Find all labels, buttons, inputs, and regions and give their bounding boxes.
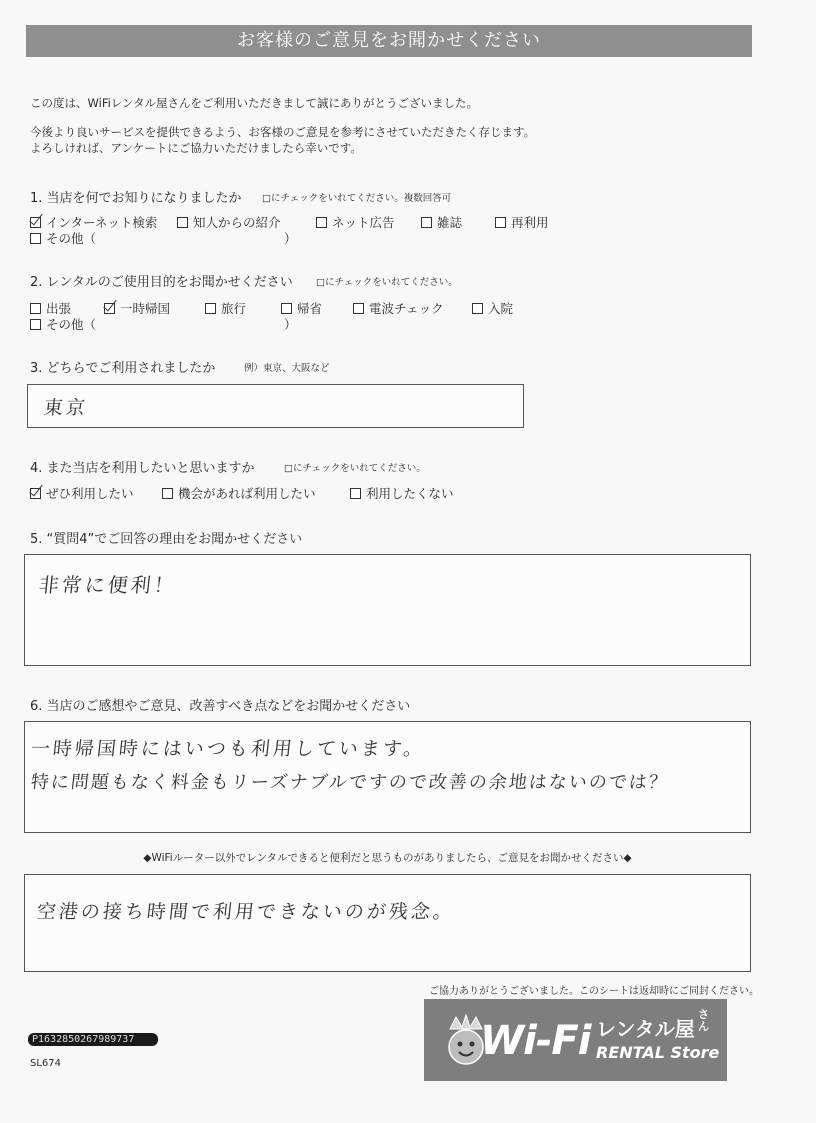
checkbox-icon[interactable]	[316, 217, 327, 228]
checkbox-icon[interactable]	[30, 233, 41, 244]
option-label: 雑誌	[437, 215, 463, 230]
checkbox-icon[interactable]	[30, 319, 41, 330]
checkbox-icon[interactable]	[177, 217, 188, 228]
q6-answer-field[interactable]	[24, 721, 751, 833]
q2-note: □にチェックをいれてください。	[316, 277, 458, 288]
option-label: 帰省	[297, 301, 323, 316]
q1-option-net-ad[interactable]	[316, 213, 395, 231]
q4-option-definitely[interactable]	[30, 484, 134, 502]
logo-jp-text: レンタル屋	[596, 1017, 695, 1041]
q4-option-no[interactable]	[350, 484, 454, 502]
checkbox-icon[interactable]	[30, 303, 41, 314]
q2-option-other[interactable]	[30, 315, 96, 333]
option-label: インターネット検索	[46, 215, 158, 230]
q7-answer-field[interactable]	[24, 874, 751, 972]
barcode-number: P1632850267989737	[28, 1033, 158, 1046]
q1-option-referral[interactable]	[177, 213, 281, 231]
q1-title: 1. 当店を何でお知りになりましたか	[30, 191, 242, 206]
q2-option-hospital[interactable]	[472, 299, 513, 317]
option-label: ぜひ利用したい	[46, 486, 134, 501]
q3-title: 3. どちらでご利用されましたか	[30, 361, 216, 376]
q3-handwritten-answer: 東京	[42, 397, 90, 419]
checkbox-icon[interactable]	[421, 217, 432, 228]
logo-wifi-text: Wi-Fi	[480, 1018, 591, 1064]
thanks-note: ご協力ありがとうございました。このシートは返却時にご同封ください。	[429, 986, 759, 997]
q4-title: 4. また当店を利用したいと思いますか	[30, 461, 255, 476]
q6-handwritten-line-2: 特に問題もなく料金もリーズナブルですので改善の余地はないのでは？	[29, 772, 670, 793]
checkbox-icon[interactable]	[472, 303, 483, 314]
checkbox-icon[interactable]	[281, 303, 292, 314]
serial-number: SL674	[30, 1058, 62, 1069]
option-label: 再利用	[511, 215, 549, 230]
option-label: 知人からの紹介	[193, 215, 281, 230]
option-label: 機会があれば利用したい	[178, 486, 316, 501]
logo-san-text: さん	[698, 1008, 709, 1033]
option-label: 一時帰国	[120, 301, 171, 316]
q1-other-close-paren: ）	[284, 231, 297, 246]
q5-title: 5. “質問4”でご回答の理由をお聞かせください	[30, 532, 303, 547]
q1-option-reuse[interactable]	[495, 213, 549, 231]
checkbox-icon[interactable]	[353, 303, 364, 314]
option-label: ネット広告	[332, 215, 395, 230]
q2-option-signal-check[interactable]	[353, 299, 444, 317]
q1-option-magazine[interactable]	[421, 213, 462, 231]
checkbox-icon[interactable]	[495, 217, 506, 228]
checkbox-icon[interactable]	[350, 488, 361, 499]
brand-logo	[424, 999, 727, 1081]
option-label: その他（	[46, 317, 97, 332]
q1-note: □にチェックをいれてください。複数回答可	[262, 193, 452, 204]
logo-en-text: RENTAL Store	[596, 1043, 720, 1062]
q7-title: ◆WiFiルーター以外でレンタルできると便利だと思うものがありましたら、ご意見をお聞かせください◆	[143, 852, 632, 864]
q1-option-other[interactable]	[30, 229, 96, 247]
q4-option-if-chance[interactable]	[162, 484, 316, 502]
checkbox-icon[interactable]	[205, 303, 216, 314]
option-label: その他（	[46, 231, 97, 246]
q5-answer-field[interactable]	[24, 554, 751, 666]
checkbox-checked-icon[interactable]	[30, 488, 41, 499]
intro-line-1: この度は、WiFiレンタル屋さんをご利用いただきまして誠にありがとうございました。	[30, 96, 479, 110]
option-label: 入院	[488, 301, 514, 316]
page-title: お客様のご意見をお聞かせください	[26, 25, 752, 57]
option-label: 電波チェック	[369, 301, 444, 316]
intro-line-3: よろしければ、アンケートにご協力いただけましたら幸いです。	[30, 141, 362, 155]
checkbox-checked-icon[interactable]	[104, 303, 115, 314]
q2-other-close-paren: ）	[284, 317, 297, 332]
option-label: 出張	[46, 301, 72, 316]
q3-note: 例）東京、大阪など	[244, 363, 330, 374]
intro-line-2: 今後より良いサービスを提供できるよう、お客様のご意見を参考にさせていただきたく存じます。	[30, 125, 536, 139]
option-label: 利用したくない	[366, 486, 454, 501]
checkbox-icon[interactable]	[162, 488, 173, 499]
q6-handwritten-line-1: 一時帰国時にはいつも利用しています。	[29, 738, 427, 760]
checkbox-checked-icon[interactable]	[30, 217, 41, 228]
q2-title: 2. レンタルのご使用目的をお聞かせください	[30, 275, 293, 290]
q4-note: □にチェックをいれてください。	[284, 463, 426, 474]
q2-option-travel[interactable]	[205, 299, 246, 317]
q5-handwritten-answer: 非常に便利！	[37, 573, 179, 597]
q7-handwritten-answer: 空港の接ち時間で利用できないのが残念。	[35, 901, 457, 923]
q3-answer-field[interactable]	[27, 384, 524, 428]
option-label: 旅行	[221, 301, 247, 316]
q6-title: 6. 当店のご感想やご意見、改善すべき点などをお聞かせください	[30, 699, 411, 714]
q2-option-temporary-return[interactable]	[104, 299, 170, 317]
